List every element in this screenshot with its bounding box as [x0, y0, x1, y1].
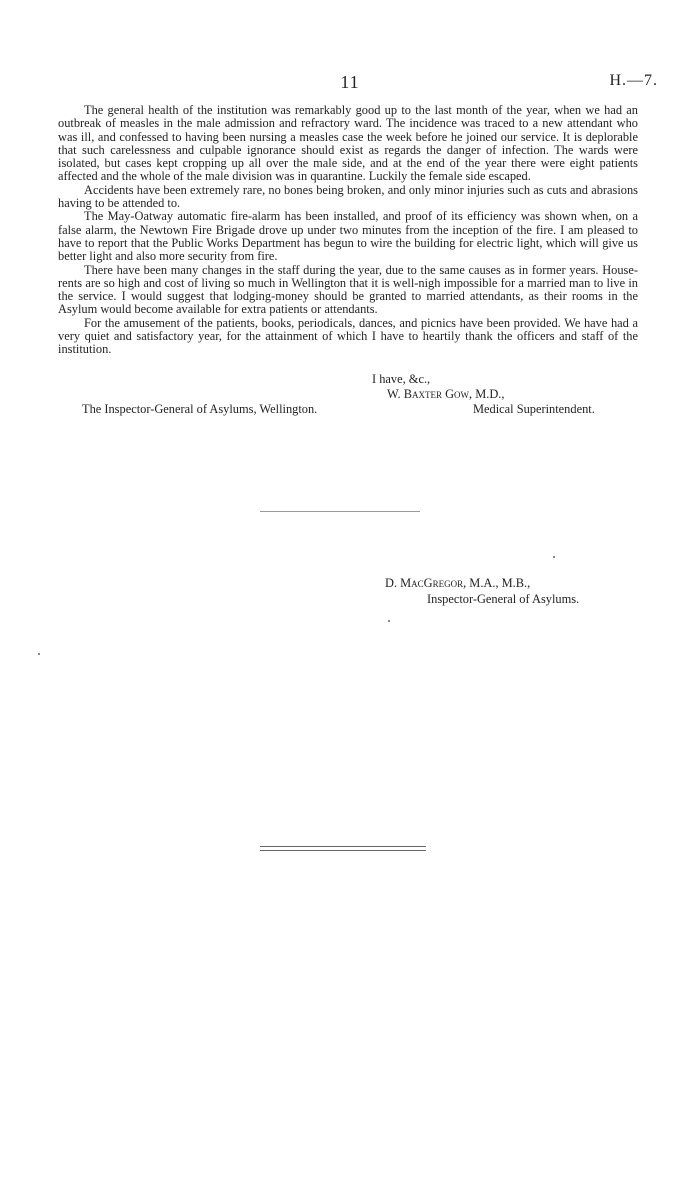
paragraph-fire-alarm: The May-Oatway automatic fire-alarm has been installed, and proof of its efficiency was shown when, on a false alarm, the Newtown Fire Brigade drove up under two minutes from the inception of the fire. I am pleased to have to report that the Public Works Department has begun to wire the building for electric light, which will give us better light and also more security from fire. — [58, 209, 638, 264]
paragraph-health: The general health of the institution was remarkably good up to the last month of the year, when we had an outbreak of measles in the male admission and refractory ward. The incidence was traced to a new attendant who was ill, and confessed to having been nursing a measles case the week before he joined our service. It is deplorable that such carelessness and culpable ignorance should exist as regards the danger of infection. The wards were isolated, but cases kept cropping up all over the male side, and at the end of the year there were eight patients affected and the whole of the male division was in quarantine. Luckily the female side escaped. — [58, 103, 638, 184]
inspector-name: D. MacGregor, M.A., M.B., — [385, 576, 531, 590]
closing-salutation: I have, &c., — [372, 372, 431, 386]
inspector-title: Inspector-General of Asylums. — [427, 592, 580, 606]
print-speck — [553, 556, 555, 558]
signatory-name: W. Baxter Gow, M.D., — [387, 387, 505, 401]
end-rule — [260, 846, 426, 851]
addressee: The Inspector-General of Asylums, Wellington. — [82, 402, 318, 416]
page-number: 11 — [340, 72, 360, 92]
paragraph-staff: There have been many changes in the staff during the year, due to the same causes as in former years. House-rents are so high and cost of living so much in Wellington that it is well-nigh impossible for a married man to live in the service. I would suggest that lodging-money should be granted to married attendants, as their rooms in the Asylum would become available for extra patients or attendants. — [58, 262, 638, 317]
document-reference: H.—7. — [609, 72, 658, 89]
section-divider — [260, 511, 420, 512]
paragraph-accidents: Accidents have been extremely rare, no bones being broken, and only minor injuries such as cuts and abrasions having to be attended to. — [58, 182, 638, 211]
print-speck — [388, 620, 390, 622]
signatory-title: Medical Superintendent. — [473, 402, 595, 416]
paragraph-amusement: For the amusement of the patients, books, periodicals, dances, and picnics have been provided. We have had a very quiet and satisfactory year, for the attainment of which I have to heartily thank the officers and staff of the institution. — [58, 315, 638, 357]
print-speck — [38, 653, 40, 655]
report-body — [58, 104, 638, 357]
